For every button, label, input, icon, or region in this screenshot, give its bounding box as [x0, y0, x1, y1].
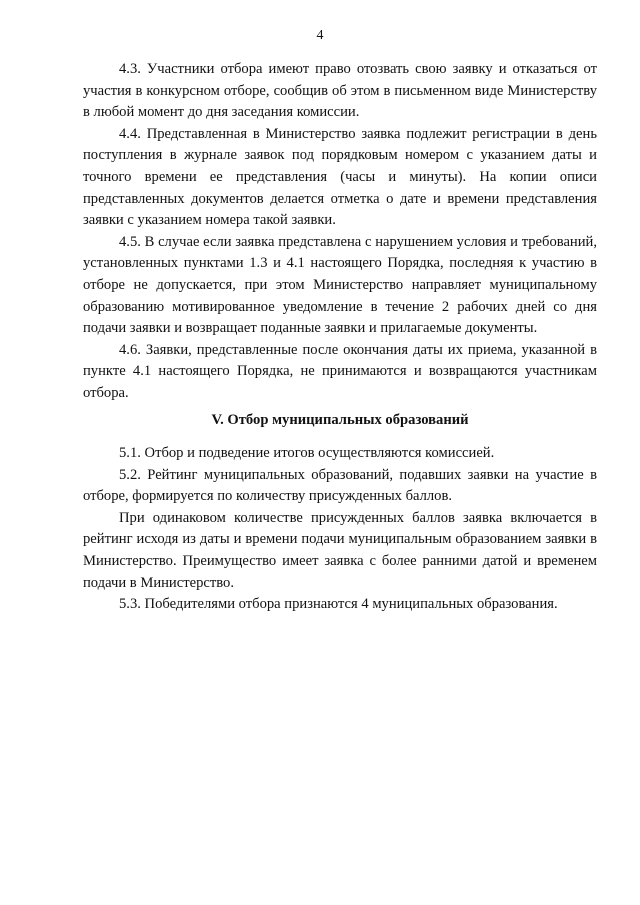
paragraph-5-3: 5.3. Победителями отбора признаются 4 муниципальных образования.: [119, 596, 558, 613]
section-heading: V. Отбор муниципальных образований: [211, 411, 469, 428]
document-body: [83, 59, 597, 616]
paragraph-5-1: 5.1. Отбор и подведение итогов осуществляются комиссией.: [119, 445, 495, 462]
paragraph-5-2-continued: При одинаковом количестве присужденных баллов заявка включается в рейтинг исходя из даты и времени подачи муниципальным образованием заявки в Министерство. Преимущество имеет заявка с более ранними датой и временем подачи в Министерство.: [83, 509, 597, 591]
paragraph-4-5: 4.5. В случае если заявка представлена с нарушением условия и требований, установленных пунктами 1.3 и 4.1 настоящего Порядка, последняя к участию в отборе не допускается, при этом Министерство направляет муниципальному образованию мотивированное уведомление в течение 2 рабочих дней со дня подачи заявки и возвращает поданные заявки и прилагаемые документы.: [83, 233, 597, 337]
paragraph-4-3: 4.3. Участники отбора имеют право отозвать свою заявку и отказаться от участия в конкурсном отборе, сообщив об этом в письменном виде Министерству в любой момент до дня заседания комиссии.: [83, 61, 597, 121]
paragraph-4-4: 4.4. Представленная в Министерство заявка подлежит регистрации в день поступления в журнале заявок под порядковым номером с указанием даты и точного времени ее представления (часы и минуты). На копии описи представленных документов делается отметка о дате и времени представления заявки с указанием номера такой заявки.: [83, 125, 597, 229]
paragraph-4-6: 4.6. Заявки, представленные после окончания даты их приема, указанной в пункте 4.1 настоящего Порядка, не принимаются и возвращаются участникам отбора.: [83, 341, 597, 401]
page-number: 4: [316, 28, 324, 43]
paragraph-5-2: 5.2. Рейтинг муниципальных образований, подавших заявки на участие в отборе, формируется по количеству присужденных баллов.: [83, 466, 597, 505]
